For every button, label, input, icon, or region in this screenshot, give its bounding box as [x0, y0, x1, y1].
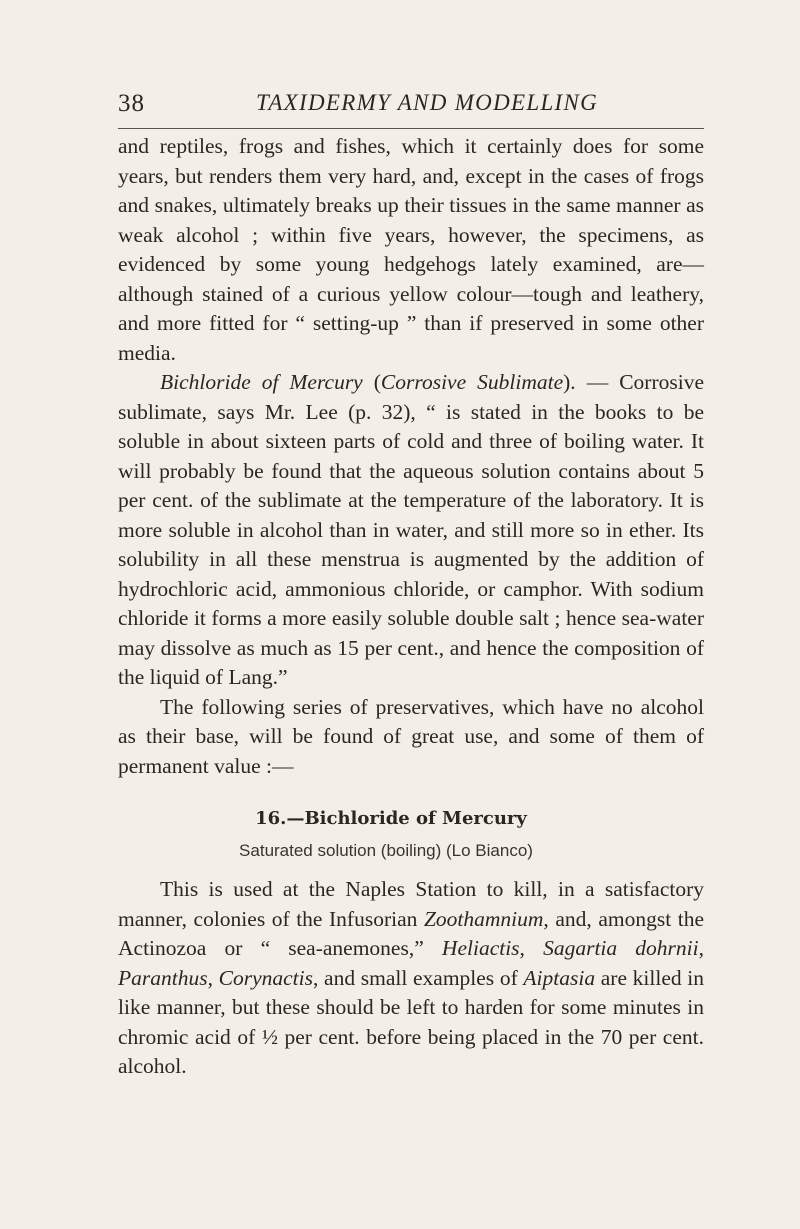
paragraph-naples [118, 875, 704, 1082]
running-title: TAXIDERMY AND MODELLING [255, 90, 599, 115]
taxon-zoothamnium: Zoothamnium [423, 906, 544, 931]
page-number: 38 [118, 90, 145, 117]
text-run: , and, amongst the Actinozoa or “ sea-anemones,” [118, 906, 705, 960]
paragraph-bichloride-text: — Corrosive sublimate, says Mr. Lee (p. 32), “ is stated in the books to be soluble in about sixteen parts of cold and three of boiling water. It will probably be found that the aqueous solution contains about 5 per cent. of the sublimate at the temperature of the laboratory. It is more soluble in alcohol than in water, and still more so in ether. Its solubility in all these menstrua is augmented by the addition of hydrochloric acid, ammonious chloride, or camphor. With sodium chloride it forms a more easily soluble double salt ; hence sea-water may dissolve as much as 15 per cent., and hence the composition of the liquid of Lang.” [118, 370, 705, 689]
header-rule [118, 128, 704, 129]
paren-close: ). [563, 370, 576, 394]
text-run: , and small examples of [313, 965, 524, 990]
term-corrosive-sublimate: Corrosive Sublimate [380, 370, 564, 394]
section-heading-block [118, 807, 704, 863]
spacer [118, 863, 704, 875]
body-text [118, 132, 704, 1082]
paragraph-bichloride [118, 368, 704, 693]
paren-open: ( [362, 370, 381, 394]
text-run: , [698, 936, 704, 960]
text-run: This is used at the Naples Station to kill, in a satisfactory manner, colonies of the Infusorian [118, 877, 704, 931]
taxon-paranthus: Paranthus [118, 965, 208, 990]
taxon-heliactis: Heliactis [441, 936, 520, 960]
taxon-aiptasia: Aiptasia [523, 965, 596, 990]
section-heading: 16.—Bichloride of Mercury [255, 808, 527, 829]
taxon-corynactis: Corynactis [218, 965, 313, 990]
paragraph-reptiles: and reptiles, frogs and fishes, which it certainly does for some years, but renders them very hard, and, except in the cases of frogs and snakes, ultimately breaks up their tissues in the same manner as weak alcohol ; within five years, however, the specimens, as evidenced by some young hedgehogs lately examined, are—although stained of a curious yellow colour—tough and leathery, and more fitted for “ setting-up ” than if preserved in some other media. [118, 134, 704, 365]
paragraph-preservatives: The following series of preservatives, which have no alcohol as their base, will be found of great use, and some of them of permanent value :— [118, 694, 704, 778]
text-run: are killed in like manner, but these should be left to harden for some minutes in chromic acid of ½ per cent. before being placed in the 70 per cent. alcohol. [118, 965, 705, 1078]
text-run: , [207, 965, 219, 990]
running-head [118, 90, 700, 124]
text-run: , [519, 936, 544, 960]
taxon-sagartia-dohrnii: Sagartia dohrnii [543, 936, 699, 960]
section-caption: Saturated solution (boiling) (Lo Bianco) [239, 841, 533, 860]
term-bichloride-of-mercury: Bichloride of Mercury [160, 370, 363, 394]
